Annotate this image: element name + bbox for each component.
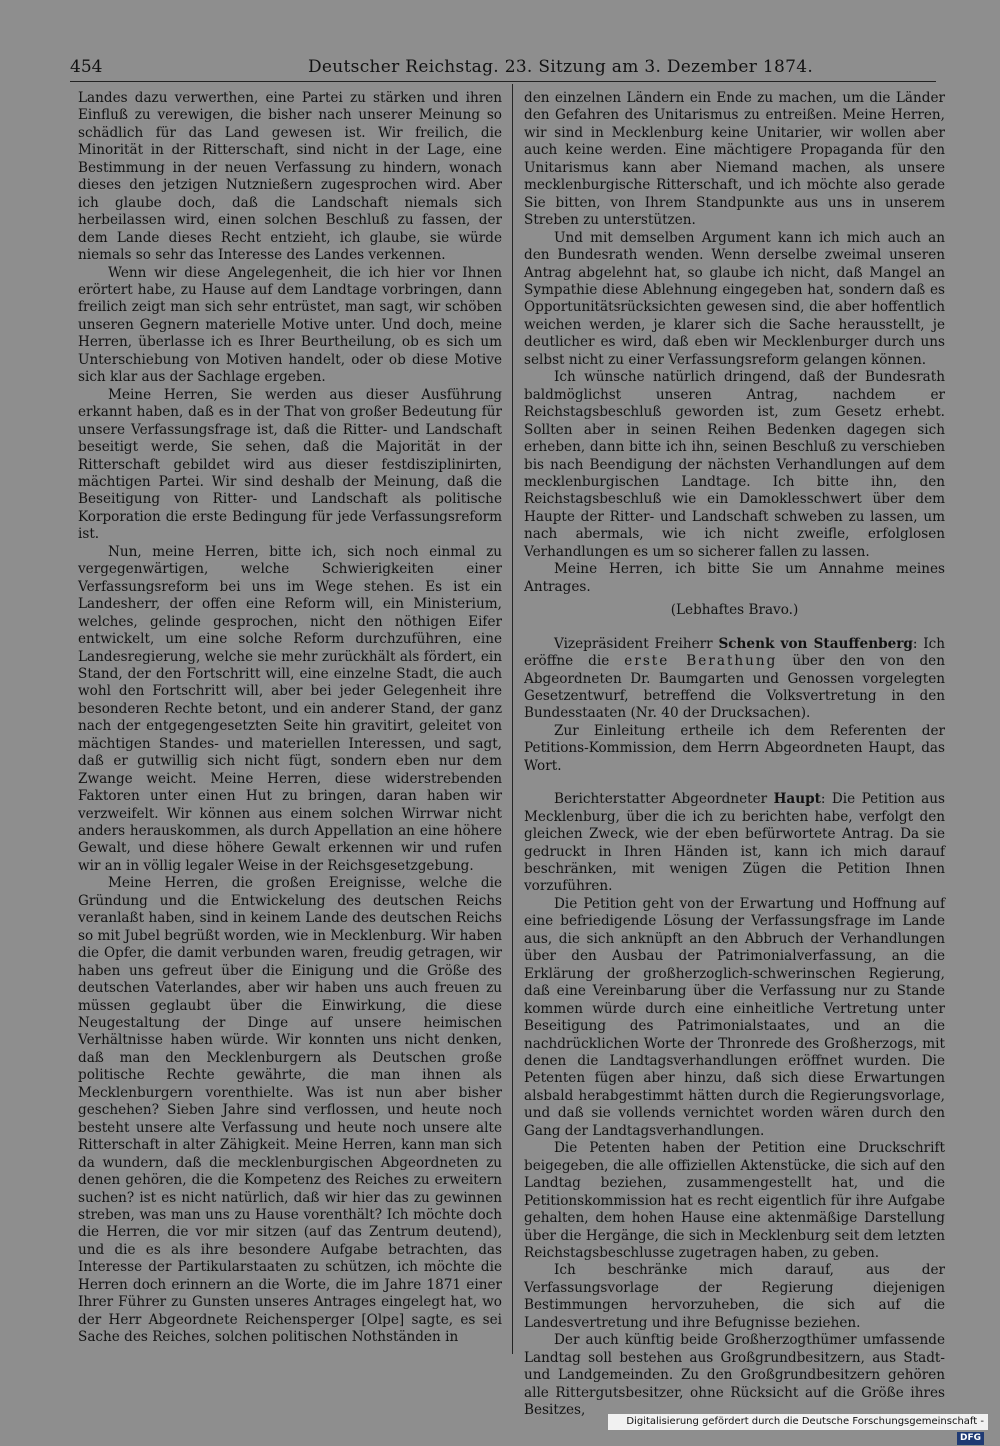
speaker-name: Schenk von Stauffenberg xyxy=(718,635,913,652)
digitization-footer xyxy=(608,1414,988,1443)
dfg-logo: DFG xyxy=(957,1432,984,1445)
paragraph: Meine Herren, die großen Ereignisse, welche die Gründung und die Entwickelung des deutschen Reichs veranlaßt haben, sind in keinem Lande des deutschen Reichs so mit Jubel begrüßt worden, wie in Mecklenburg. Wir haben die Opfer, die damit verbunden waren, freudig getragen, wir haben uns gefreut über die Einigung und die Größe des deutschen Vaterlandes, aber wir haben uns auch freuen zu müssen geglaubt über die Einwirkung, die diese Neugestaltung der Dinge auf unsere heimischen Verhältnisse haben würde. Wir konnten uns nicht denken, daß man den Mecklenburgern als Deutschen große politische Rechte gewährte, die man ihnen als Mecklenburgern vorenthielte. Was ist nun aber bisher geschehen? Sieben Jahre sind verflossen, und heute noch besteht unsere alte Verfassung und heute noch unsere alte Ritterschaft in alter Zähigkeit. Meine Herren, kann man sich da wundern, daß die mecklenburgischen Abgeordneten zu denen gehören, die die Kompetenz des Reiches zu erweitern suchen? ist es nicht natürlich, daß wir hier das zu gewinnen streben, was man uns zu Hause vorenthält? Ich möchte doch die Herren, die vor mir sitzen (auf das Zentrum deutend), und die es als ihre besondere Aufgabe betrachten, das Interesse der Partikularstaaten zu schützen, ich möchte die Herren doch erinnern an die Worte, die im Jahre 1871 einer Ihrer Führer zu Gunsten unseres Antrages eingelegt hat, wo der Herr Abgeordnete Reichensperger [Olpe] sagte, es sei Sache des Reiches, solchen politischen Nothständen in xyxy=(78,875,502,1346)
emphasized-text: erste Berathung xyxy=(624,653,778,670)
paragraph: Ich wünsche natürlich dringend, daß der Bundesrath baldmöglichst unseren Antrag, nachdem er Reichstagsbeschluß geworden ist, zum Gesetz erhebt. Sollten aber in seinen Reihen Bedenken dagegen sich erheben, dann bitte ich ihn, seinen Beschluß zu verschieben bis nach Beendigung der nächsten Verhandlungen auf dem mecklenburgischen Landtage. Ich bitte ihn, den Reichstagsbeschluß wie ein Damoklesschwert über dem Haupte der Ritter- und Landschaft schweben zu lassen, um nach abermals, wie ich nicht zweifle, erfolglosen Verhandlungen es um so sicherer fallen zu lassen. xyxy=(524,369,945,560)
page-number: 454 xyxy=(70,57,103,77)
paragraph: Ich beschränke mich darauf, aus der Verfassungsvorlage der Regierung diejenigen Bestimmungen hervorzuheben, die sich auf die Landesvertretung und ihre Befugnisse beziehen. xyxy=(524,1262,945,1331)
column-divider xyxy=(512,84,513,1354)
paragraph: Meine Herren, ich bitte Sie um Annahme meines Antrages. xyxy=(524,561,945,595)
speech-text: : Die Petition aus Mecklenburg, über die ich zu berichten habe, verfolgt den gleichen Zweck, wie der eben befürwortete Antrag. Da sie gedruckt in Ihren Händen ist, kann ich mich darauf beschränken, mit wenigen Zügen die Petition Ihnen vorzuführen. xyxy=(524,791,945,895)
paragraph: Zur Einleitung ertheile ich dem Referenten der Petitions-Kommission, dem Herrn Abgeordneten Haupt, das Wort. xyxy=(524,722,945,774)
page-header xyxy=(70,56,936,80)
paragraph: Der auch künftig beide Großherzogthümer umfassende Landtag soll bestehen aus Großgrundbesitzern, aus Stadt- und Landgemeinden. Zu den Großgrundbesitzern gehören alle Rittergutsbesitzer, ohne Rücksicht auf die Größe ihres Besitzes, xyxy=(524,1332,945,1419)
speaker-role: Berichterstatter Abgeordneter xyxy=(554,791,768,808)
paragraph: Die Petenten haben der Petition eine Druckschrift beigegeben, die alle offiziellen Aktenstücke, die sich auf den Landtag beziehen, zusammengestellt hat, und die Petitionskommission hat es recht eigentlich für ihre Aufgabe gehalten, dem hohen Hause eine aktenmäßige Darstellung über die Hergänge, die sich in Mecklenburg seit dem letzten Reichstagsbeschlusse zugetragen haben, zu geben. xyxy=(524,1140,945,1261)
paragraph: Und mit demselben Argument kann ich mich auch an den Bundesrath wenden. Wenn derselbe zweimal unseren Antrag abgelehnt hat, so glaube ich nicht, daß Mangel an Sympathie diese Ablehnung eingegeben hat, sondern daß es Opportunitätsrücksichten gewesen sind, die aber hoffentlich weichen werden, je klarer sich die Sache herausstellt, je deutlicher es wird, daß eben wir Mecklenburger durch uns selbst nicht zu einer Verfassungsreform gelangen können. xyxy=(524,229,945,368)
paragraph: Nun, meine Herren, bitte ich, sich noch einmal zu vergegenwärtigen, welche Schwierigkeiten einer Verfassungsreform bei uns im Wege stehen. Es ist ein Landesherr, der offen eine Reform will, ein Ministerium, welches, gelinde gesprochen, nicht den nöthigen Eifer entwickelt, um eine solche Reform durchzuführen, eine Landesregierung, welche sie mehr zurückhält als fördert, ein Stand, der den Fortschritt will, eine einzelne Stadt, die auch wohl den Fortschritt will, aber bei jeder Gelegenheit ihre besonderen Rechte betont, und ein anderer Stand, der ganz nach der entgegengesetzten Seite hin gravitirt, geleitet von mächtigen Standes- und materiellen Interessen, und sagt, daß er gutwillig sich nicht fügt, sondern eben nur dem Zwange weicht. Meine Herren, diese widerstrebenden Faktoren unter einen Hut zu bringen, daran haben wir verzweifelt. Wir können aus einem solchen Wirrwar nicht anders herauskommen, als durch Appellation an eine höhere Gewalt, und diese höhere Gewalt erkennen wir und rufen wir an in völlig legaler Weise in der Reichsgesetzgebung. xyxy=(78,543,502,874)
left-column xyxy=(78,90,502,1347)
speaker-role: Vizepräsident Freiherr xyxy=(554,635,713,652)
right-column xyxy=(524,90,945,1420)
paragraph: Meine Herren, Sie werden aus dieser Ausführung erkannt haben, daß es in der That von großer Bedeutung für unsere Verfassungsfrage ist, daß die Ritter- und Landschaft beseitigt werde, Sie sehen, daß die Majorität in der Ritterschaft gebildet wird aus dieser festdisziplinirten, mächtigen Partei. Wir sind deshalb der Meinung, daß die Beseitigung von Ritter- und Landschaft als politische Korporation die erste Bedingung für jede Verfassungsreform ist. xyxy=(78,386,502,543)
speech-text: über den von den Abgeordneten Dr. Baumgarten und Genossen vorgelegten Gesetzentwurf, betreffend die Volksvertretung in den Bundesstaaten (Nr. 40 der Drucksachen). xyxy=(524,653,945,722)
footer-text: Digitalisierung gefördert durch die Deutsche Forschungsgemeinschaft - xyxy=(626,1416,984,1427)
speaker-paragraph xyxy=(524,791,945,896)
paragraph: Landes dazu verwerthen, eine Partei zu stärken und ihren Einfluß zu verewigen, die bisher nach unserer Meinung so schädlich für das Land gewesen ist. Wir freilich, die Minorität in der Ritterschaft, sind nicht in der Lage, eine Bestimmung in der neuen Verfassung zu hindern, wonach dieses den jetzigen Nutznießern zugesprochen wird. Aber ich glaube doch, daß die Landschaft niemals sich herbeilassen wird, einen solchen Beschluß zu fassen, der dem Lande dieses Recht entzieht, ich glaube, sie würde niemals so sehr das Interesse des Landes verkennen. xyxy=(78,90,502,264)
header-rule xyxy=(70,81,936,82)
speech-text: : Ich eröffne die xyxy=(524,635,946,670)
page-title: Deutscher Reichstag. 23. Sitzung am 3. Dezember 1874. xyxy=(308,57,814,77)
speaker-name: Haupt xyxy=(773,791,821,808)
paragraph: Wenn wir diese Angelegenheit, die ich hier vor Ihnen erörtert habe, zu Hause auf dem Landtage vorbringen, dann freilich zeigt man sich sehr entrüstet, man sagt, wir schöben unseren Gegnern materielle Motive unter. Und doch, meine Herren, überlasse ich es Ihrer Beurtheilung, ob es sich um Unterschiebung von Motiven handelt, oder ob diese Motive sich klar aus der Sachlage ergeben. xyxy=(78,264,502,386)
paragraph: Die Petition geht von der Erwartung und Hoffnung auf eine befriedigende Lösung der Verfassungsfrage im Lande aus, die sich anknüpft an den Abbruch der Verhandlungen über den Ausbau der Patrimonialverfassung, an die Erklärung der großherzoglich-schwerinschen Regierung, daß eine Vereinbarung über die Verfassung nur zu Stande kommen würde durch eine einheitliche Vertretung unter Beseitigung des Patrimonialstaates, und an die nachdrücklichen Worte der Thronrede des Großherzogs, mit denen die Landtagsverhandlungen eröffnet wurden. Die Petenten fügen aber hinzu, daß sich diese Erwartungen alsbald herabgestimmt hätten durch die Regierungsvorlage, und daß sie vollends vernichtet worden wären durch den Gang der Landtagsverhandlungen. xyxy=(524,895,945,1139)
applause-note: (Lebhaftes Bravo.) xyxy=(670,602,799,619)
speaker-paragraph xyxy=(524,636,945,723)
paragraph: den einzelnen Ländern ein Ende zu machen, um die Länder den Gefahren des Unitarismus zu entreißen. Meine Herren, wir sind in Mecklenburg keine Unitarier, wir wollen aber auch keine werden. Eine mächtigere Propaganda für den Unitarismus kann aber Niemand machen, als unsere mecklenburgische Ritterschaft, und ich möchte also gerade Sie bitten, von Ihrem Standpunkte aus uns in unserem Streben zu unterstützen. xyxy=(524,90,945,229)
